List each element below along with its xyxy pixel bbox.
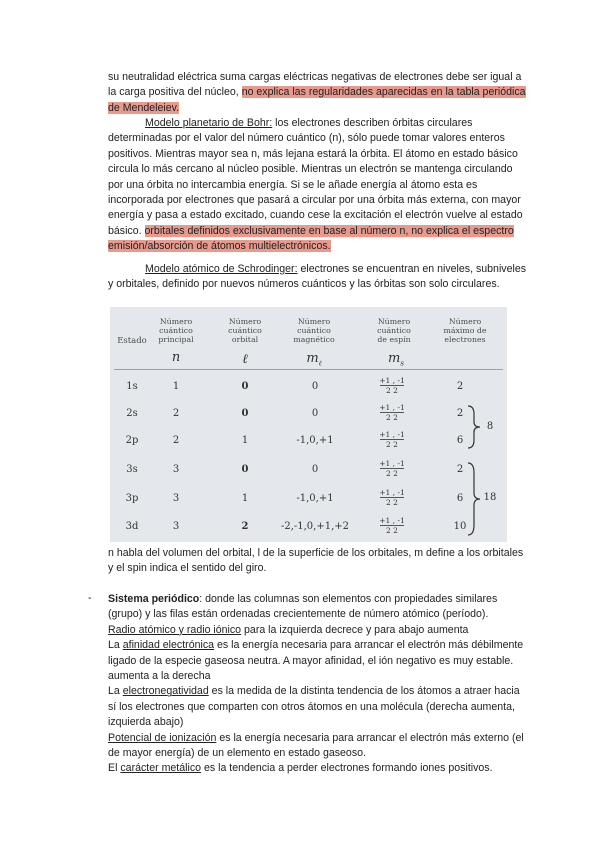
- cell-n: 2: [172, 435, 180, 446]
- paragraph-schrodinger: [108, 262, 528, 293]
- cell-m: 0: [311, 408, 319, 419]
- cell-m: 0: [311, 464, 319, 475]
- cell-max: 2: [456, 408, 464, 419]
- spin-fraction: +1 , -1 2 2: [379, 488, 405, 507]
- paragraph-text: es la tendencia a perder electrones formando iones positivos.: [201, 762, 493, 775]
- cell-max: 2: [456, 381, 464, 392]
- cell-n: 3: [172, 464, 180, 475]
- cell-max: 2: [456, 464, 464, 475]
- cell-n: 3: [172, 493, 180, 504]
- paragraph-text: electrones se encuentran en niveles, subniveles y orbitales, definido por nuevos números cuánticos y las órbitas son solo circulares.: [108, 263, 527, 291]
- paragraph-text: los electrones describen órbitas circulares determinadas por el valor del número cuántico (n), sólo puede tomar valores enteros positivos. Mientras mayor sea n, más lejana estará la órbita. El átomo en estado básico circula lo más cercano al núcleo posible. Mientras un electrón se mantenga circulando por una órbita no intercambia energía. Si se le añade energía al átomo esta es incorporada por electrones que pasará a circular por una órbita más externa, con mayor energía y pasa a estado excitado, cuando cese la excitación el electrón vuelve al estado básico.: [108, 117, 523, 237]
- symbol-ms: $m_s$: [388, 351, 404, 368]
- group-total: 18: [483, 492, 497, 503]
- paragraph-text: n habla del volumen del orbital, l de la superficie de los orbitales, m define a los orbitales y el spin indica el sentido del giro.: [108, 547, 524, 575]
- paragraph-text: es la energía necesaria para arrancar el electrón más externo (el de mayor energía) de un elemento en estado gaseoso.: [108, 731, 524, 760]
- cell-n: 2: [172, 408, 180, 419]
- potencial-term: Potencial de ionización: [108, 731, 217, 744]
- cell-estado: 3d: [125, 521, 139, 532]
- cell-m: -2,-1,0,+1,+2: [280, 521, 350, 532]
- cell-max: 6: [456, 493, 464, 504]
- symbol-n: n: [171, 350, 181, 365]
- group-total: 8: [486, 421, 494, 432]
- cell-max: 6: [456, 435, 464, 446]
- cell-l: 2: [241, 521, 249, 532]
- cell-l: 1: [241, 435, 249, 446]
- section-sistema-periodico: [108, 592, 528, 777]
- cell-m: -1,0,+1: [296, 493, 334, 504]
- cell-m: 0: [311, 381, 319, 392]
- header-espin: Número cuántico de espín: [377, 317, 411, 344]
- bullet-dash: -: [88, 592, 92, 604]
- table-divider: [114, 369, 503, 370]
- cell-estado: 2s: [126, 408, 138, 419]
- paragraph-text: La: [108, 639, 123, 652]
- spin-fraction: +1 , -1 2 2: [379, 459, 405, 478]
- highlight-text: orbitales definidos exclusivamente en base al número n, no explica el espectro emisión/absorción de átomos multielectrónicos.: [108, 224, 514, 253]
- paragraph-text: es la medida de la distinta tendencia de los átomos a atraer hacia sí los electrones que comparten con otros átomos en una molécula (derecha aumenta, izquierda abajo): [108, 685, 520, 729]
- paragraph-numeros: [108, 546, 528, 577]
- paragraph-bohr: [108, 116, 528, 255]
- spin-fraction: +1 , -1 2 2: [379, 430, 405, 449]
- caracter-metalico-term: carácter metálico: [120, 762, 202, 775]
- paragraph-text: su neutralidad eléctrica suma cargas eléctricas negativas de electrones debe ser igual a la carga positiva del núcleo,: [108, 71, 522, 99]
- header-principal: Número cuántico principal: [158, 317, 194, 344]
- cell-l: 1: [241, 493, 249, 504]
- paragraph-neutralidad: [108, 70, 528, 116]
- highlight-text: no explica las regularidades aparecidas en la tabla periódica de Mendeleiev.: [108, 86, 526, 114]
- cell-max: 10: [453, 521, 467, 532]
- cell-l: 0: [241, 381, 249, 392]
- bohr-title: Modelo planetario de Bohr:: [145, 117, 273, 129]
- spin-fraction: +1 , -1 2 2: [379, 516, 405, 535]
- quantum-numbers-table: [110, 307, 507, 542]
- cell-estado: 3s: [126, 464, 138, 475]
- cell-estado: 2p: [125, 435, 139, 446]
- paragraph-text: La: [108, 685, 123, 698]
- header-orbital: Número cuántico orbital: [228, 317, 262, 344]
- radio-title: Radio atómico y radio iónico: [108, 623, 242, 636]
- spin-fraction: +1 , -1 2 2: [379, 376, 405, 395]
- electronegatividad-term: electronegatividad: [122, 685, 209, 698]
- afinidad-term: afinidad electrónica: [122, 639, 215, 652]
- header-maximo: Número máximo de electrones: [443, 317, 487, 344]
- symbol-l: ℓ: [242, 352, 248, 367]
- header-estado: Estado: [117, 336, 147, 346]
- cell-n: 3: [172, 521, 180, 532]
- schrodinger-title: Modelo atómico de Schrodinger:: [145, 263, 298, 275]
- cell-estado: 3p: [125, 493, 139, 504]
- sistema-title: Sistema periódico: [108, 593, 200, 605]
- header-magnetico: Número cuántico magnético: [293, 317, 335, 344]
- cell-l: 0: [241, 408, 249, 419]
- cell-m: -1,0,+1: [296, 435, 334, 446]
- paragraph-text: El: [108, 762, 121, 775]
- paragraph-text: : donde las columnas son elementos con propiedades similares (grupo) y las filas están ordenadas crecientemente de número atómico (período).: [108, 593, 498, 621]
- cell-estado: 1s: [126, 381, 138, 392]
- paragraph-text: es la energía necesaria para arrancar el electrón más débilmente ligado de la especie gaseosa neutra. A mayor afinidad, el ión negativo es muy estable. aumenta a la derecha: [108, 639, 524, 683]
- cell-l: 0: [241, 464, 249, 475]
- cell-n: 1: [172, 381, 180, 392]
- symbol-ml: $m_\ell$: [306, 351, 322, 368]
- paragraph-text: para la izquierda decrece y para abajo aumenta: [241, 623, 469, 636]
- spin-fraction: +1 , -1 2 2: [379, 403, 405, 422]
